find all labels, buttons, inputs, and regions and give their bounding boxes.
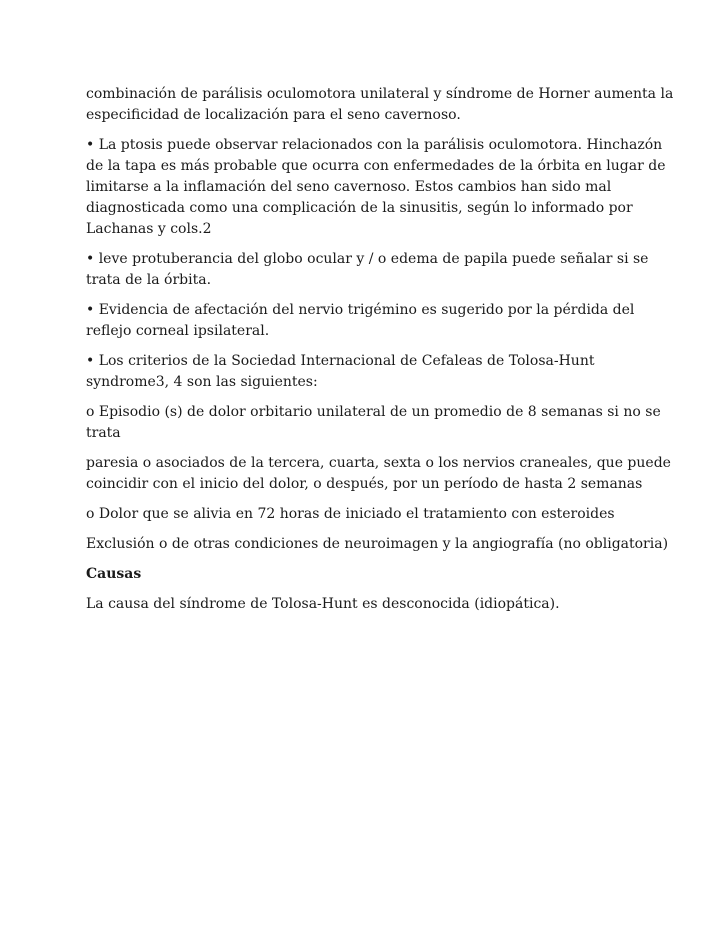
text-line: La causa del síndrome de Tolosa-Hunt es desconocida (idiopática). [86,596,560,612]
text-line: limitarse a la inflamación del seno cavernoso. Estos cambios han sido mal [86,179,612,195]
paragraph-causa [86,594,656,615]
paragraph-episodio [86,402,661,444]
text-line: o Episodio (s) de dolor orbitario unilateral de un promedio de 8 semanas si no se [86,404,661,420]
text-line: trata de la órbita. [86,272,212,288]
text-line: coincidir con el inicio del dolor, o después, por un período de hasta 2 semanas [86,476,643,492]
text-line: • Evidencia de afectación del nervio trigémino es sugerido por la pérdida del [86,302,635,318]
text-line: Lachanas y cols.2 [86,221,212,237]
text-line: de la tapa es más probable que ocurra con enfermedades de la órbita en lugar de [86,158,666,174]
text-line: • leve protuberancia del globo ocular y / o edema de papila puede señalar si se [86,251,649,267]
text-line: syndrome3, 4 son las siguientes: [86,374,318,390]
text-line: especificidad de localización para el seno cavernoso. [86,107,461,123]
paragraph-criterios [86,351,656,393]
text-line: diagnosticada como una complicación de la sinusitis, según lo informado por [86,200,633,216]
paragraph-globo-ocular [86,249,656,291]
text-line: • La ptosis puede observar relacionados con la parálisis oculomotora. Hinchazón [86,137,663,153]
document-body [86,84,674,624]
paragraph-trigemino [86,300,656,342]
text-line: Exclusión o de otras condiciones de neuroimagen y la angiografía (no obligatoria) [86,536,669,552]
paragraph-ptosis [86,135,666,240]
text-line: paresia o asociados de la tercera, cuarta, sexta o los nervios craneales, que puede [86,455,671,471]
text-line: trata [86,425,121,441]
text-line: • Los criterios de la Sociedad Internacional de Cefaleas de Tolosa-Hunt [86,353,595,369]
paragraph-exclusion [86,534,669,555]
section-heading-causas: Causas [86,566,142,582]
text-line: reflejo corneal ipsilateral. [86,323,270,339]
text-line: combinación de parálisis oculomotora unilateral y síndrome de Horner aumenta la [86,86,674,102]
paragraph-dolor [86,504,656,525]
text-line: o Dolor que se alivia en 72 horas de iniciado el tratamiento con esteroides [86,506,615,522]
paragraph-horner [86,84,674,126]
paragraph-paresia [86,453,671,495]
